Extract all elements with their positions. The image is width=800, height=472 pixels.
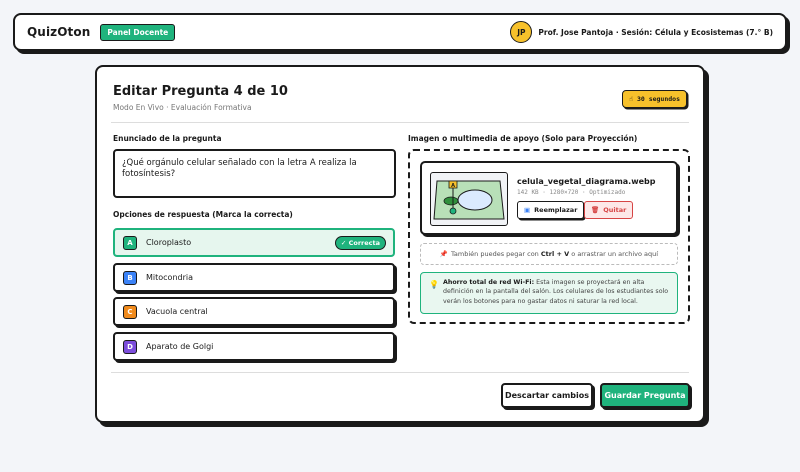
pin-icon: 📌 — [439, 250, 448, 258]
remove-button[interactable] — [584, 201, 633, 219]
option-text[interactable]: Mitocondria — [146, 273, 194, 282]
page-title: Editar Pregunta 4 de 10 — [113, 84, 288, 99]
question-label: Enunciado de la pregunta — [113, 134, 222, 143]
option-b[interactable] — [113, 263, 395, 292]
footer-divider — [111, 372, 689, 373]
info-text: Esta imagen se proyectará en alta definición en la pantalla del salón. Los celulares de los estudiantes solo verán los botones para no gastar datos ni saturar la red local. — [443, 279, 669, 305]
page-subtitle: Modo En Vivo · Evaluación Formativa — [113, 103, 252, 112]
paste-hint-post: o arrastrar un archivo aquí — [571, 250, 659, 258]
option-c[interactable] — [113, 297, 395, 326]
option-text[interactable]: Aparato de Golgi — [146, 342, 214, 351]
header-divider — [111, 122, 689, 123]
paste-hint — [420, 243, 678, 265]
option-letter: D — [123, 340, 137, 354]
media-dropzone[interactable] — [408, 149, 690, 324]
paste-hint-pre: También puedes pegar con — [451, 250, 539, 258]
question-input[interactable]: ¿Qué orgánulo celular señalado con la letra A realiza la fotosíntesis? — [113, 149, 396, 198]
cell-diagram-icon — [431, 173, 506, 224]
option-text[interactable]: Vacuola central — [146, 307, 208, 316]
hand-icon: ☝ — [629, 95, 634, 103]
media-label: Imagen o multimedia de apoyo (Solo para Proyección) — [408, 134, 638, 143]
panel-badge: Panel Docente — [100, 24, 175, 41]
question-editor-card — [95, 65, 705, 423]
option-letter: B — [123, 271, 137, 285]
discard-button[interactable]: Descartar cambios — [501, 383, 593, 408]
image-thumbnail[interactable] — [430, 172, 508, 226]
replace-label: Reemplazar — [534, 206, 578, 214]
avatar[interactable]: JP — [510, 21, 532, 43]
svg-text:A: A — [451, 183, 455, 189]
top-bar — [13, 13, 787, 51]
option-d[interactable] — [113, 332, 395, 361]
session-info: Prof. Jose Pantoja · Sesión: Célula y Ecosistemas (7.° B) — [538, 27, 773, 37]
trash-icon: 🗑 — [591, 206, 600, 214]
option-text[interactable]: Cloroplasto — [146, 238, 192, 247]
file-card — [420, 161, 678, 235]
paste-hint-keys: Ctrl + V — [540, 250, 570, 258]
lightbulb-icon: 💡 — [429, 280, 439, 289]
wifi-info-box — [420, 272, 678, 314]
file-name: celula_vegetal_diagrama.webp — [517, 177, 656, 186]
info-title: Ahorro total de red Wi-Fi: — [443, 279, 535, 286]
user-info — [510, 21, 773, 43]
save-button[interactable]: Guardar Pregunta — [600, 383, 690, 408]
options-label: Opciones de respuesta (Marca la correcta) — [113, 210, 293, 219]
brand-logo[interactable]: QuizOton — [27, 25, 91, 39]
option-letter: C — [123, 305, 137, 319]
option-letter: A — [123, 236, 137, 250]
correct-badge[interactable]: ✓ Correcta — [335, 236, 386, 250]
replace-button[interactable] — [517, 201, 584, 219]
image-icon: ▣ — [524, 206, 531, 214]
option-a[interactable] — [113, 228, 395, 257]
file-meta: 142 KB · 1280×720 · Optimizado — [517, 189, 626, 196]
remove-label: Quitar — [603, 206, 627, 214]
timer-label: 30 segundos — [636, 95, 680, 103]
timer-badge[interactable] — [622, 90, 687, 108]
